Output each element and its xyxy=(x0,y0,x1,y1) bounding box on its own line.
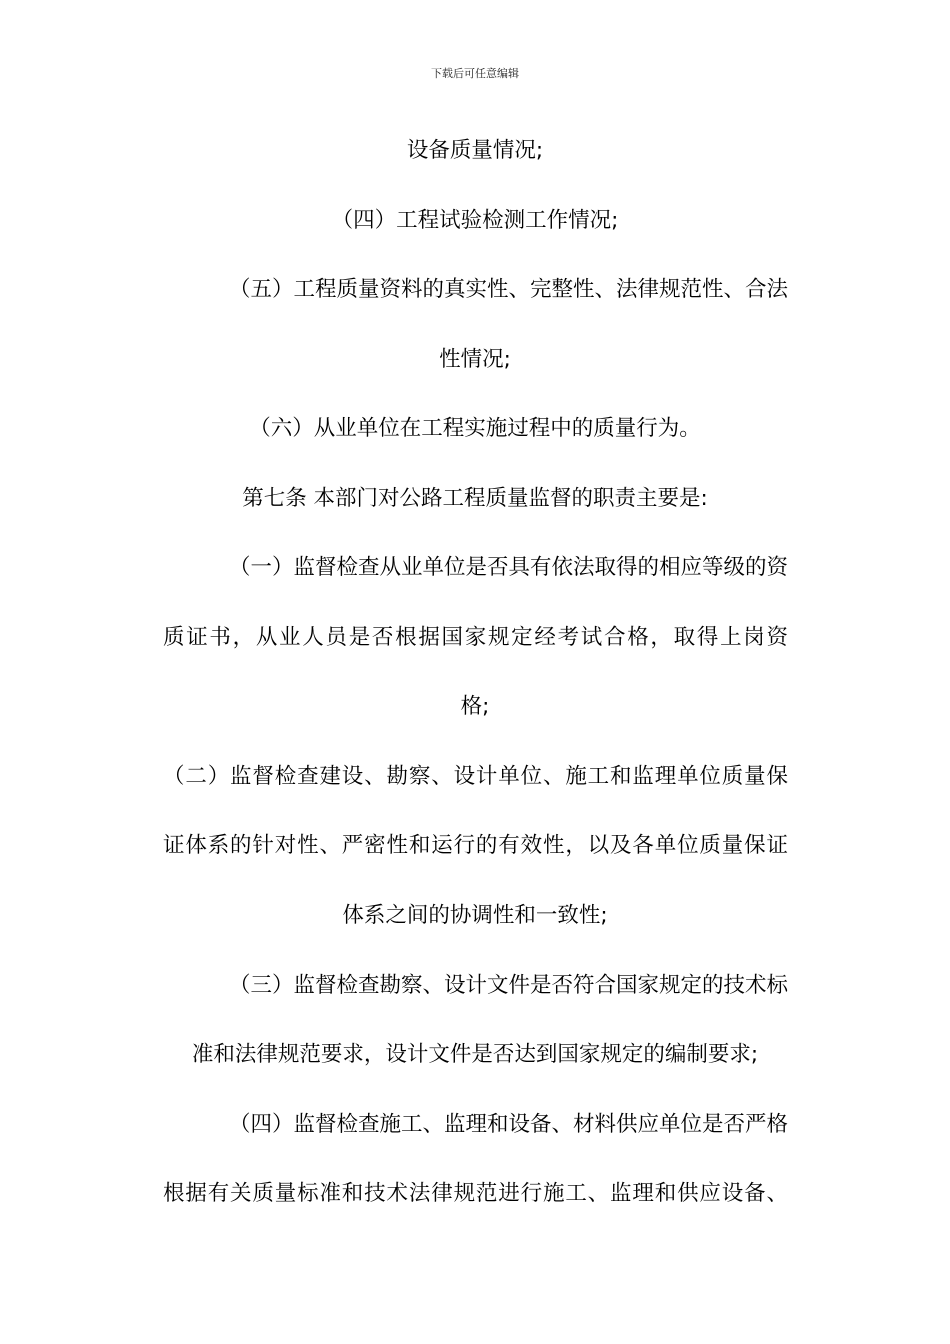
text-line: （五）工程质量资料的真实性、完整性、法律规范性、合法 xyxy=(228,277,788,302)
page-header: 下载后可任意编辑 xyxy=(431,67,519,80)
text-line: （六）从业单位在工程实施过程中的质量行为。 xyxy=(249,416,701,441)
text-line: （四）工程试验检测工作情况; xyxy=(331,208,619,233)
text-line: 质证书，从业人员是否根据国家规定经考试合格，取得上岗资 xyxy=(163,625,788,650)
text-line: 准和法律规范要求，设计文件是否达到国家规定的编制要求; xyxy=(191,1042,759,1067)
text-line: （一）监督检查从业单位是否具有依法取得的相应等级的资 xyxy=(228,555,788,580)
text-line: 格; xyxy=(460,694,490,719)
text-line: 性情况; xyxy=(439,347,511,372)
text-line: （二）监督检查建设、勘察、设计单位、施工和监理单位质量保 xyxy=(163,764,788,789)
text-line: （三）监督检查勘察、设计文件是否符合国家规定的技术标 xyxy=(228,973,788,998)
text-line: 根据有关质量标准和技术法律规范进行施工、监理和供应设备、 xyxy=(163,1181,788,1206)
text-line: 设备质量情况; xyxy=(406,138,544,163)
text-line: 证体系的针对性、严密性和运行的有效性，以及各单位质量保证 xyxy=(163,833,788,858)
text-line: 体系之间的协调性和一致性; xyxy=(342,903,608,928)
text-line: （四）监督检查施工、监理和设备、材料供应单位是否严格 xyxy=(228,1112,788,1137)
article-heading: 第七条 本部门对公路工程质量监督的职责主要是: xyxy=(242,486,708,511)
